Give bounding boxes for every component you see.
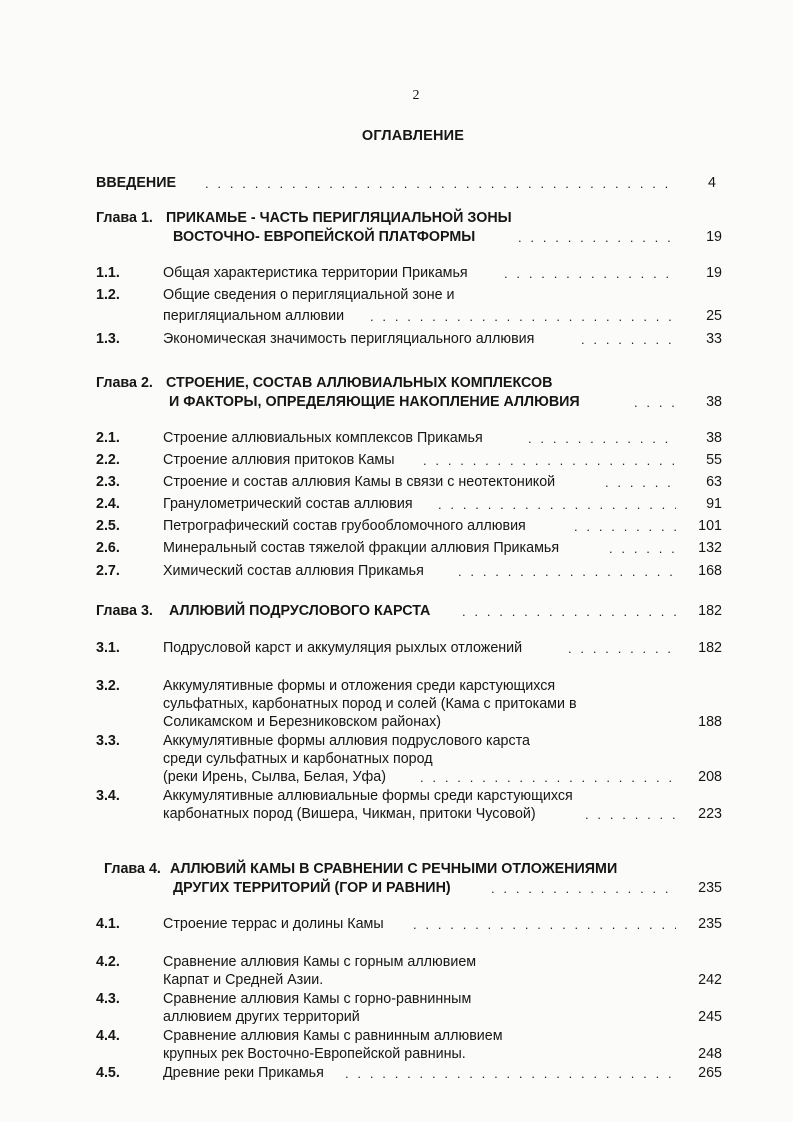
section-title: Строение и состав аллювия Камы в связи с неотектоникой — [163, 474, 556, 490]
dot-leader — [345, 1064, 676, 1082]
section-number: 1.3. — [96, 331, 120, 347]
section-page: 19 — [706, 265, 722, 281]
section-title-line1: Аккумулятивные аллювиальные формы среди карстующихся — [163, 788, 573, 804]
section-number: 3.1. — [96, 640, 120, 656]
section-title: Минеральный состав тяжелой фракции аллювия Прикамья — [163, 540, 560, 556]
page-title: ОГЛАВЛЕНИЕ — [361, 128, 465, 144]
dot-leader — [585, 805, 676, 823]
section-number: 1.2. — [96, 287, 120, 303]
chapter-title-line1: ПРИКАМЬЕ - ЧАСТЬ ПЕРИГЛЯЦИАЛЬНОЙ ЗОНЫ — [166, 210, 512, 226]
dot-leader — [413, 915, 676, 933]
section-title-line1: Общие сведения о перигляциальной зоне и — [163, 287, 455, 303]
chapter-title-line1: АЛЛЮВИЙ КАМЫ В СРАВНЕНИИ С РЕЧНЫМИ ОТЛОЖЕНИЯМИ — [170, 861, 618, 877]
section-title-line1: Аккумулятивные формы и отложения среди карстующихся — [163, 678, 556, 694]
chapter-page: 235 — [698, 880, 722, 896]
section-page: 208 — [698, 769, 722, 785]
chapter-title-line1: СТРОЕНИЕ, СОСТАВ АЛЛЮВИАЛЬНЫХ КОМПЛЕКСОВ — [166, 375, 553, 391]
dot-leader — [504, 264, 676, 282]
chapter-label: Глава 2. — [96, 375, 153, 391]
section-title-line2: Карпат и Средней Азии. — [163, 972, 324, 988]
chapter-title-line2: И ФАКТОРЫ, ОПРЕДЕЛЯЮЩИЕ НАКОПЛЕНИЕ АЛЛЮВИЯ — [169, 394, 580, 410]
chapter-title-line2: ВОСТОЧНО- ЕВРОПЕЙСКОЙ ПЛАТФОРМЫ — [173, 229, 476, 245]
section-title-line1: Аккумулятивные формы аллювия подруслового карста — [163, 733, 530, 749]
section-title: Строение аллювия притоков Камы — [163, 452, 395, 468]
dot-leader — [609, 539, 676, 557]
intro-label: ВВЕДЕНИЕ — [96, 175, 177, 191]
section-title-line2: карбонатных пород (Вишера, Чикман, притоки Чусовой) — [163, 806, 536, 822]
section-page: 248 — [698, 1046, 722, 1062]
section-page: 55 — [706, 452, 722, 468]
section-number: 2.7. — [96, 563, 120, 579]
section-page: 235 — [698, 916, 722, 932]
section-title-line2: сульфатных, карбонатных пород и солей (Кама с притоками в — [163, 696, 577, 712]
section-page: 182 — [698, 640, 722, 656]
dot-leader — [528, 429, 676, 447]
dot-leader — [423, 451, 676, 469]
section-number: 2.6. — [96, 540, 120, 556]
section-number: 1.1. — [96, 265, 120, 281]
dot-leader — [420, 768, 676, 786]
section-page: 38 — [706, 430, 722, 446]
chapter-label: Глава 4. — [104, 861, 161, 877]
dot-leader — [581, 330, 676, 348]
dot-leader — [568, 639, 676, 657]
section-page: 223 — [698, 806, 722, 822]
chapter-title-line1: АЛЛЮВИЙ ПОДРУСЛОВОГО КАРСТА — [169, 603, 431, 619]
dot-leader — [634, 393, 676, 411]
section-title-line3: Соликамском и Березниковском районах) — [163, 714, 441, 730]
section-number: 4.3. — [96, 991, 120, 1007]
section-number: 2.1. — [96, 430, 120, 446]
section-number: 3.3. — [96, 733, 120, 749]
section-title: Петрографический состав грубообломочного аллювия — [163, 518, 526, 534]
dot-leader — [370, 307, 676, 325]
section-number: 2.2. — [96, 452, 120, 468]
chapter-label: Глава 3. — [96, 603, 153, 619]
section-number: 4.2. — [96, 954, 120, 970]
section-title: Химический состав аллювия Прикамья — [163, 563, 424, 579]
section-page: 132 — [698, 540, 722, 556]
section-number: 2.3. — [96, 474, 120, 490]
section-title-line1: Сравнение аллювия Камы с равнинным аллювием — [163, 1028, 503, 1044]
section-title-line1: Сравнение аллювия Камы с горно-равнинным — [163, 991, 472, 1007]
section-number: 4.1. — [96, 916, 120, 932]
chapter-page: 19 — [706, 229, 722, 245]
chapter-title-line2: ДРУГИХ ТЕРРИТОРИЙ (ГОР И РАВНИН) — [173, 880, 451, 896]
chapter-page: 38 — [706, 394, 722, 410]
section-title-line1: Сравнение аллювия Камы с горным аллювием — [163, 954, 477, 970]
dot-leader — [605, 473, 676, 491]
section-page: 265 — [698, 1065, 722, 1081]
section-title: Древние реки Прикамья — [163, 1065, 324, 1081]
dot-leader — [518, 228, 676, 246]
dot-leader — [491, 879, 676, 897]
section-number: 2.4. — [96, 496, 120, 512]
section-title: Подрусловой карст и аккумуляция рыхлых отложений — [163, 640, 523, 656]
dot-leader — [438, 495, 676, 513]
intro-page: 4 — [708, 175, 716, 191]
section-title: Строение аллювиальных комплексов Прикамья — [163, 430, 483, 446]
section-number: 3.2. — [96, 678, 120, 694]
page-number: 2 — [412, 88, 420, 103]
section-page: 33 — [706, 331, 722, 347]
section-page: 63 — [706, 474, 722, 490]
section-page: 245 — [698, 1009, 722, 1025]
section-number: 3.4. — [96, 788, 120, 804]
section-title-line2: среди сульфатных и карбонатных пород — [163, 751, 433, 767]
section-page: 188 — [698, 714, 722, 730]
section-title-line2: перигляциальном аллювии — [163, 308, 345, 324]
section-number: 4.5. — [96, 1065, 120, 1081]
section-title: Общая характеристика территории Прикамья — [163, 265, 468, 281]
section-title: Строение террас и долины Камы — [163, 916, 384, 932]
dot-leader — [458, 562, 676, 580]
section-title-line3: (реки Ирень, Сылва, Белая, Уфа) — [163, 769, 387, 785]
dot-leader — [574, 517, 676, 535]
chapter-label: Глава 1. — [96, 210, 153, 226]
section-page: 101 — [698, 518, 722, 534]
section-number: 4.4. — [96, 1028, 120, 1044]
section-title-line2: крупных рек Восточно-Европейской равнины. — [163, 1046, 466, 1062]
dot-leader — [205, 174, 675, 192]
section-page: 168 — [698, 563, 722, 579]
section-title-line2: аллювием других территорий — [163, 1009, 360, 1025]
chapter-page: 182 — [698, 603, 722, 619]
section-number: 2.5. — [96, 518, 120, 534]
section-title: Экономическая значимость перигляциального аллювия — [163, 331, 535, 347]
section-title: Гранулометрический состав аллювия — [163, 496, 413, 512]
section-page: 25 — [706, 308, 722, 324]
dot-leader — [462, 602, 676, 620]
section-page: 242 — [698, 972, 722, 988]
section-page: 91 — [706, 496, 722, 512]
